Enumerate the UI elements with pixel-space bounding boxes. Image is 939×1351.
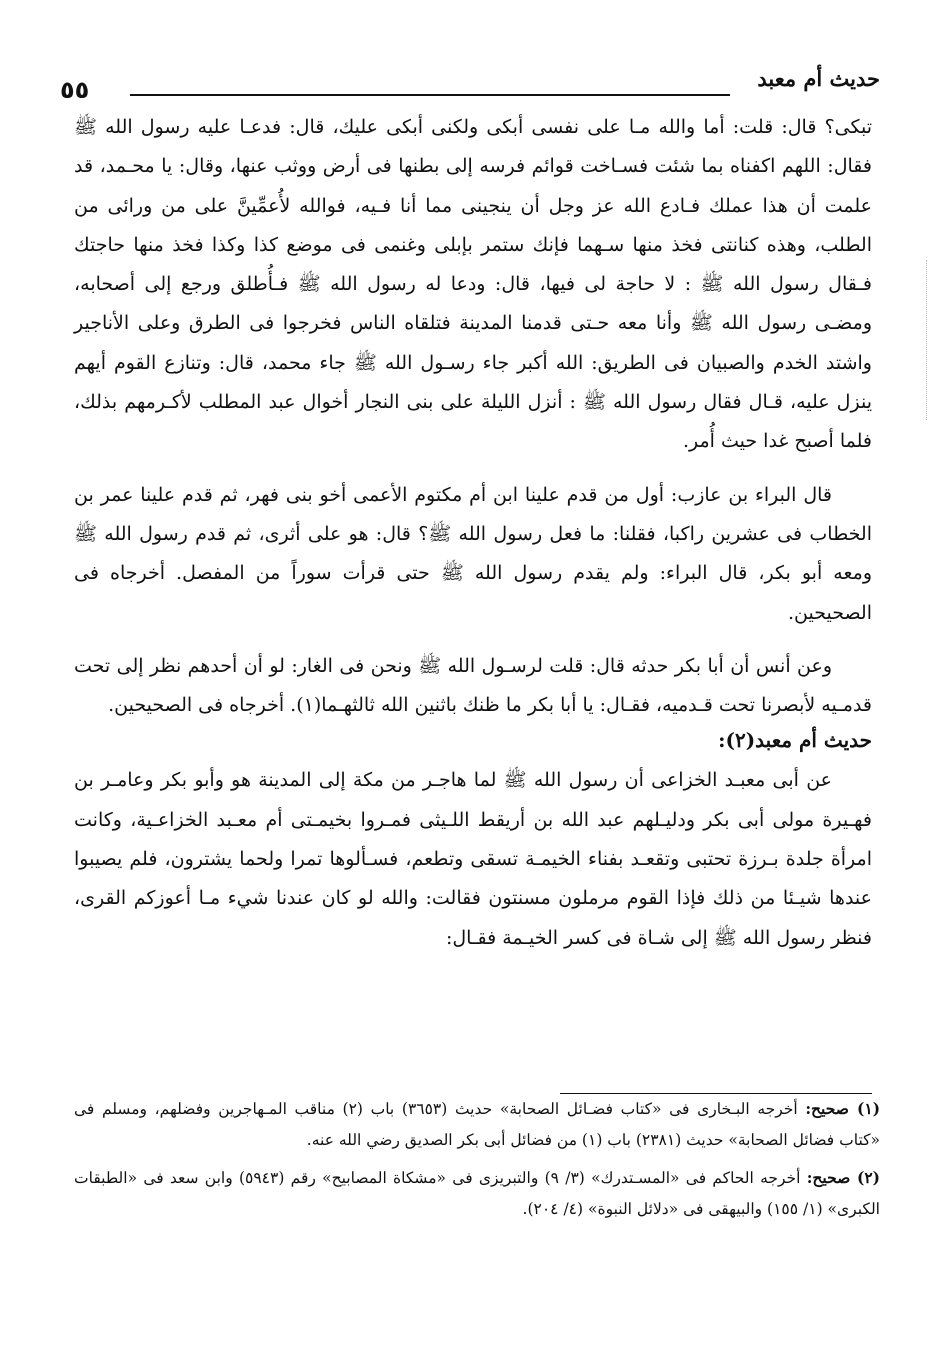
running-title: حديث أم معبد (757, 66, 880, 91)
paragraph-3: وعن أنس أن أبا بكر حدثه قال: قلت لرسـول الله ﷺ ونحن فى الغار: لو أن أحدهم نظر إلى تحت قدمـيه لأبصرنا تحت قـدميه، فقـال: يا أبا بكر ما ظنك باثنين الله ثالثهـما(١). أخرجاه فى الصحيحين. (74, 654, 872, 717)
paragraph-2: قال البراء بن عازب: أول من قدم علينا ابن أم مكتوم الأعمى أخو بنى فهر، ثم قدم علينا عمر بن الخطاب فى عشرين راكبا، فقلنا: ما فعل رسول الله ﷺ؟ قال: هو على أثرى، ثم قدم رسول الله ﷺ ومعه أبو بكر، قال البراء: ولم يقدم رسول الله ﷺ حتى قرأت سوراً من المفصل. أخرجاه فى الصحيحين. (74, 483, 872, 624)
paragraph-gap (74, 633, 872, 647)
page-header (60, 60, 880, 104)
paragraph-gap (74, 462, 872, 476)
footnotes (74, 1094, 880, 1224)
header-rule (130, 94, 730, 96)
page-number: ٥٥ (60, 76, 90, 104)
footnote-label: (٢) صحيح: (806, 1168, 880, 1187)
footnote-1 (74, 1094, 880, 1155)
footnote-text: أخرجه الحاكم فى «المسـتدرك» (٣/ ٩) والتبريزى فى «مشكاة المصابيح» رقم (٥٩٤٣) وابن سعد فى «الطبقات الكبرى» (١/ ١٥٥) والبيهقى فى «دلائل النبوة» (٤/ ٢٠٤). (74, 1169, 880, 1218)
paragraph-1: تبكى؟ قال: قلت: أما والله مـا على نفسى أبكى ولكنى أبكى عليك، قال: فدعـا عليه رسول الله ﷺ فقال: اللهم اكفناه بما شئت فسـاخت قوائم فرسه إلى بطنها فى أرض ووثب عنها، وقال: يا محـمد، قد علمت أن هذا عملك فـادع الله عز وجل أن ينجينى مما أنا فـيه، فوالله لأُعمِّينَّ على من ورائى من الطلب، وهذه كنانتى فخذ منها سـهما فإنك ستمر بإبلى وغنمى فى موضع كذا وكذا فخذ منها حاجتك فـقال رسول الله ﷺ : لا حاجة لى فيها، قال: ودعا له رسول الله ﷺ فـأُطلق ورجع إلى أصحابه، ومضـى رسول الله ﷺ وأنا معه حـتى قدمنا المدينة فتلقاه الناس فخرجوا فى الطرق وعلى الأناجير واشتد الخدم والصبيان فى الطريق: الله أكبر جاء رسـول الله ﷺ جاء محمد، قال: وتنازع القوم أيهم ينزل عليه، قـال فقال رسول الله ﷺ : أنزل الليلة على بنى النجار أخوال عبد المطلب لأكـرمهم بذلك، فلما أصبح غدا حيث أُمر. (74, 116, 872, 453)
margin-scan-mark (926, 260, 928, 420)
footnote-text: أخرجه البـخارى فى «كتاب فضـائل الصحابة» حديث (٣٦٥٣) باب (٢) مناقب المـهاجرين وفضلهم، ومسلم فى «كتاب فضائل الصحابة» حديث (٢٣٨١) باب (١) من فضائل أبى بكر الصديق رضي الله عنه. (74, 1100, 880, 1149)
footnote-label: (١) صحيح: (805, 1099, 881, 1118)
footnote-gap (74, 1155, 880, 1163)
footnote-2 (74, 1163, 880, 1224)
main-text (74, 108, 872, 958)
paragraph-4: عن أبى معبـد الخزاعى أن رسول الله ﷺ لما هاجـر من مكة إلى المدينة هو وأبو بكر وعامـر بن فهـيرة مولى أبى بكر ودليـلهم عبد الله بن أريقط اللـيثى فمـروا بخيمـتى أم معـبد الخزاعـية، وكانت امرأة جلدة بـرزة تحتبى وتقعـد بفناء الخيمـة تسقى وتطعم، فسـألوها تمرا ولحما يشترون، فلم يصيبوا عندها شيـئا من ذلك فإذا القوم مرملون مسنتون فقالت: والله لو كان عندنا شيء مـا أعوزكم القرى، فنظر رسول الله ﷺ إلى شـاة فى كسر الخيـمة فقـال: (74, 769, 872, 949)
section-heading: حديث أم معبد(٢): (718, 728, 872, 753)
